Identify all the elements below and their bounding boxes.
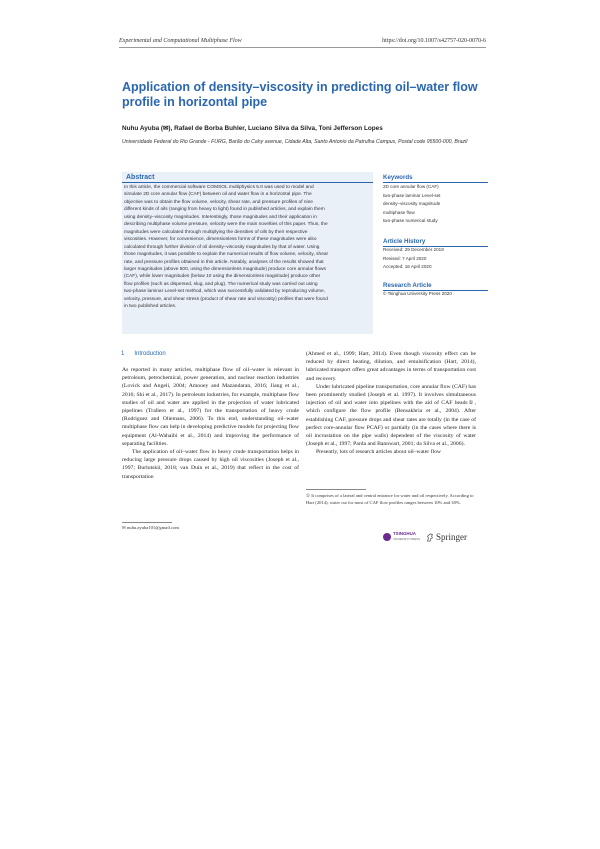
intro-right-column (306, 350, 476, 457)
author-list: Nuhu Ayuba (✉), Rafael de Borba Buhler, Luciano Silva da Silva, Toni Jefferson Lopes (122, 125, 383, 132)
abstract-line: simulate 2D core annular flow (CAF) between oil and water flow in a horizontal pipe. The (124, 192, 312, 198)
paragraph: As reported in many articles, multiphase flow of oil–water is relevant in petroleum, petrochemical, power generation, and nuclear reaction industries (Lovick and Angeli, 2004; Amooey and Mazandaran, 2016; Jiang et al., 2016; Shi et al., 2017). In petroleum industries, for example, multiphase flow studies of oil and water are applied in the projection of water lubricated pipelines (Trallero et al., 1997) for the transportation of heavy crude (Rodriguez and Oliemans, 2006). To this end, understanding oil–water multiphase flow can help in developing predictive models for projecting flow equipment (Al-Wahaibi et al., 2014) and improving the performance of separating facilities. (122, 367, 299, 447)
article-title: Application of density–viscosity in predicting oil–water flow profile in horizontal pipe (122, 80, 478, 109)
tsinghua-logo (383, 532, 420, 541)
research-heading: Research Article (383, 282, 432, 289)
abstract-line: magnitudes were calculated through multiplying the densities of oils by their respective (124, 229, 308, 235)
doi-link[interactable]: https://doi.org/10.1007/s42757-020-0070-6 (382, 38, 486, 44)
history-item: Received: 29 December 2019 (383, 247, 444, 252)
abstract-line: velocity, pressure, and shear stress (product of shear rate and viscosity) profiles that were found (124, 296, 328, 302)
tsinghua-subtitle: UNIVERSITY PRESS (393, 537, 420, 541)
springer-horse-icon (426, 533, 434, 542)
journal-name: Experimental and Computational Multiphase Flow (119, 38, 242, 44)
section-number: 1 (121, 351, 125, 357)
abstract-body (124, 184, 371, 311)
keywords-item: multiphase flow (383, 209, 415, 215)
abstract-line: different kinds of oils (ranging from heavy to light) found in published articles, and explain them (124, 207, 325, 213)
paragraph: Presently, lots of research articles about oil–water flow (316, 449, 442, 456)
publisher-logos (383, 529, 467, 545)
abstract-line: those magnitudes, it was possible to explain the numerical results of flow volume, velocity, shear (124, 252, 329, 258)
keywords-list (383, 183, 488, 226)
paragraph: (Ahmed et al., 1999; Hart, 2014). Even though viscosity effect can be reduced by direct heating, dilution, and emulsification (Hart, 2014), lubricated transport offers great advantages in terms of transportation cost and recovery. (306, 351, 476, 382)
research-list (383, 290, 488, 299)
history-list (383, 246, 488, 272)
abstract-line: rate, and pressure profiles obtained in this article. Notably, analyses of the results showed that (124, 259, 324, 265)
footnote-divider-left (122, 522, 172, 523)
springer-logo (426, 532, 467, 542)
abstract-line: two-phase laminar Level-set method, which was successfully validated by reproducing volume, (124, 289, 326, 295)
abstract-line: using density–viscosity magnitudes. Interestingly, those magnitudes and their application in (124, 214, 317, 220)
abstract-heading: Abstract (126, 174, 155, 181)
keywords-item: two-phase laminar Level-set (383, 192, 441, 198)
abstract-line: objective was to obtain the flow volume, velocity, shear rate, and pressure profiles of nine (124, 199, 313, 205)
footnote-divider-right (306, 489, 366, 490)
tsinghua-emblem-icon (383, 533, 391, 541)
keywords-heading: Keywords (383, 174, 413, 181)
keywords-item: density–viscosity magnitude (383, 201, 441, 207)
intro-left-column (122, 366, 299, 481)
paragraph: Under lubricated pipeline transportation, core annular flow (CAF) has been prominently studied (Joseph et al. 1997). It involves simultaneous injection of oil and water into pipelines with the aid of CAF heads①, which configure the flow profile (Bensakhria et al., 2004). After establishing CAF, pressure drops and shear rates are totally (in the case of perfect core-annular flow PCAF) or partially (in the cases where there is oil incrustation on the pipe walls) dependent of the viscosity of water (Joseph et al., 1997; Parda and Bannwart, 2001; da Silva et al., 2006). (306, 383, 476, 448)
abstract-line: flow profiles (such as dispersed, slug, and plug). The numerical study was carried out using (124, 281, 318, 287)
paragraph: The application of oil–water flow in heavy crude transportation helps in reducing large pressure drops caused by high oil viscosities (Joseph et al., 1997; Burlutskii, 2018; van Duin et al., 2019) that reflect in the cost of transportation (122, 449, 299, 480)
abstract-line: in two published articles. (124, 304, 177, 310)
keywords-item: two-phase numerical study (383, 218, 438, 224)
affiliation: Universidade Federal do Rio Grande - FURG, Barão do Cahy avenue, Cidade Alta, Santo Antonio da Patrulha Campus, Postal code 95500-000, Brazil (122, 139, 468, 145)
section-title: Introduction (134, 351, 166, 357)
abstract-line: calculated through further division of oil density–viscosity magnitudes by that of water. Using (124, 244, 320, 250)
abstract-line: describing multiphase volume pressure, velocity were the main novelties of this paper. Thus, the (124, 222, 328, 228)
corresponding-email[interactable]: ✉ nuhu.ayuba101@gmail.com (122, 525, 179, 530)
footnote-cafe-heads: ① It comprises of a lateral and central entrance for water and oil respectively. According to Hart (2014), water cut for most of CAF flow profiles ranges between 10% and 30%. (306, 493, 474, 505)
header-divider (119, 47, 486, 48)
history-item: Accepted: 16 April 2020 (383, 264, 432, 270)
research-item: © Tsinghua University Press 2020 (383, 291, 452, 296)
keywords-item: 2D core annular flow (CAF) (383, 184, 439, 189)
history-item: Revised: 7 April 2020 (383, 255, 427, 261)
abstract-line: (CAF), while lower magnitudes (below 10 using the dimensionless magnitude) produce other (124, 274, 321, 280)
springer-wordmark: Springer (436, 532, 467, 542)
intro-heading (121, 351, 166, 357)
abstract-divider (122, 182, 373, 183)
abstract-line: viscosities. However, for convenience, dimensionless forms of these magnitudes were also (124, 237, 317, 243)
abstract-line: In this article, the commercial software COMSOL multiphysics 5.0 was used to model and (124, 185, 314, 190)
history-heading: Article History (383, 238, 426, 245)
tsinghua-wordmark: TSINGHUA (393, 531, 416, 537)
abstract-line: larger magnitudes (above 500, using the dimensionless magnitude) produce core annular flows (124, 266, 326, 272)
